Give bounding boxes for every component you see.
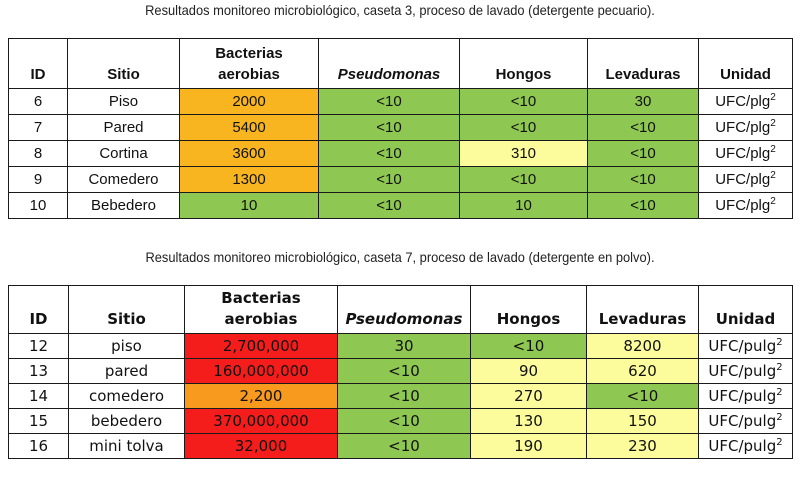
header-unidad: Unidad xyxy=(699,39,793,89)
cell-id: 14 xyxy=(9,384,69,409)
header-sitio: Sitio xyxy=(68,39,180,89)
header-bacterias: Bacterias xyxy=(221,289,301,307)
cell-sitio: bebedero xyxy=(69,409,185,434)
cell-hongos: <10 xyxy=(460,89,588,115)
unit-sup: 2 xyxy=(770,118,776,129)
table-caseta-3 xyxy=(8,38,793,219)
cell-sitio: pared xyxy=(69,359,185,384)
cell-pseudomonas: <10 xyxy=(319,115,460,141)
cell-levaduras: 620 xyxy=(587,359,699,384)
table-row xyxy=(9,409,793,434)
cell-pseudomonas: <10 xyxy=(338,384,471,409)
unit-base: UFC/pulg xyxy=(708,387,777,405)
header-bacterias-aerobias xyxy=(185,286,338,334)
cell-hongos: 270 xyxy=(471,384,587,409)
cell-levaduras: 230 xyxy=(587,434,699,459)
cell-sitio: mini tolva xyxy=(69,434,185,459)
cell-hongos: 190 xyxy=(471,434,587,459)
header-row xyxy=(9,286,793,334)
table2-caption: Resultados monitoreo microbiológico, caseta 7, proceso de lavado (detergente en polvo). xyxy=(145,249,655,265)
cell-unidad xyxy=(699,115,793,141)
header-pseudomonas: Pseudomonas xyxy=(338,286,471,334)
cell-id: 9 xyxy=(9,167,68,193)
cell-pseudomonas: <10 xyxy=(338,434,471,459)
header-id: ID xyxy=(9,39,68,89)
cell-unidad xyxy=(699,409,793,434)
cell-levaduras: <10 xyxy=(588,167,699,193)
unit-base: UFC/pulg xyxy=(708,362,777,380)
cell-pseudomonas: <10 xyxy=(319,89,460,115)
cell-unidad xyxy=(699,359,793,384)
unit-base: UFC/pulg xyxy=(708,337,777,355)
table-row xyxy=(9,193,793,219)
table-row xyxy=(9,115,793,141)
unit-sup: 2 xyxy=(776,337,783,348)
cell-unidad xyxy=(699,384,793,409)
header-aerobias: aerobias xyxy=(218,66,280,83)
header-id: ID xyxy=(9,286,69,334)
cell-id: 15 xyxy=(9,409,69,434)
cell-bacterias: 3600 xyxy=(180,141,319,167)
unit-base: UFC/pulg xyxy=(708,412,777,430)
cell-pseudomonas: <10 xyxy=(319,193,460,219)
cell-bacterias: 10 xyxy=(180,193,319,219)
cell-id: 13 xyxy=(9,359,69,384)
header-row xyxy=(9,39,793,89)
cell-hongos: 10 xyxy=(460,193,588,219)
cell-id: 16 xyxy=(9,434,69,459)
unit-sup: 2 xyxy=(776,412,783,423)
cell-pseudomonas: <10 xyxy=(319,167,460,193)
cell-sitio: Bebedero xyxy=(68,193,180,219)
cell-levaduras: 150 xyxy=(587,409,699,434)
unit-sup: 2 xyxy=(776,362,783,373)
cell-pseudomonas: 30 xyxy=(338,334,471,359)
table-row xyxy=(9,334,793,359)
table-row xyxy=(9,141,793,167)
unit-sup: 2 xyxy=(770,196,776,207)
unit-base: UFC/plg xyxy=(715,119,771,136)
cell-sitio: Piso xyxy=(68,89,180,115)
header-levaduras: Levaduras xyxy=(588,39,699,89)
cell-levaduras: 8200 xyxy=(587,334,699,359)
unit-sup: 2 xyxy=(770,170,776,181)
cell-hongos: <10 xyxy=(471,334,587,359)
cell-unidad xyxy=(699,334,793,359)
table-row xyxy=(9,359,793,384)
unit-sup: 2 xyxy=(770,144,776,155)
cell-hongos: 90 xyxy=(471,359,587,384)
unit-base: UFC/plg xyxy=(715,145,771,162)
cell-levaduras: <10 xyxy=(587,384,699,409)
cell-levaduras: <10 xyxy=(588,193,699,219)
cell-sitio: Cortina xyxy=(68,141,180,167)
cell-sitio: piso xyxy=(69,334,185,359)
header-pseudomonas: Pseudomonas xyxy=(319,39,460,89)
header-aerobias: aerobias xyxy=(224,310,298,328)
cell-levaduras: <10 xyxy=(588,141,699,167)
cell-sitio: Pared xyxy=(68,115,180,141)
cell-bacterias: 32,000 xyxy=(185,434,338,459)
cell-bacterias: 1300 xyxy=(180,167,319,193)
cell-pseudomonas: <10 xyxy=(338,359,471,384)
cell-unidad xyxy=(699,193,793,219)
cell-pseudomonas: <10 xyxy=(338,409,471,434)
header-hongos: Hongos xyxy=(471,286,587,334)
header-hongos: Hongos xyxy=(460,39,588,89)
cell-bacterias: 2,700,000 xyxy=(185,334,338,359)
unit-sup: 2 xyxy=(776,387,783,398)
unit-base: UFC/plg xyxy=(715,197,771,214)
cell-sitio: comedero xyxy=(69,384,185,409)
cell-unidad xyxy=(699,141,793,167)
cell-hongos: <10 xyxy=(460,115,588,141)
header-unidad: Unidad xyxy=(699,286,793,334)
table-row xyxy=(9,167,793,193)
cell-sitio: Comedero xyxy=(68,167,180,193)
table-caseta-7 xyxy=(8,285,793,459)
cell-hongos: 130 xyxy=(471,409,587,434)
header-bacterias: Bacterias xyxy=(215,45,283,62)
cell-bacterias: 5400 xyxy=(180,115,319,141)
cell-id: 12 xyxy=(9,334,69,359)
cell-id: 8 xyxy=(9,141,68,167)
cell-unidad xyxy=(699,434,793,459)
cell-bacterias: 2,200 xyxy=(185,384,338,409)
unit-base: UFC/plg xyxy=(715,171,771,188)
unit-base: UFC/plg xyxy=(715,93,771,110)
cell-id: 6 xyxy=(9,89,68,115)
table-row xyxy=(9,89,793,115)
header-levaduras: Levaduras xyxy=(587,286,699,334)
cell-bacterias: 2000 xyxy=(180,89,319,115)
cell-unidad xyxy=(699,167,793,193)
unit-sup: 2 xyxy=(770,92,776,103)
cell-unidad xyxy=(699,89,793,115)
unit-base: UFC/pulg xyxy=(708,437,777,455)
cell-hongos: <10 xyxy=(460,167,588,193)
cell-bacterias: 370,000,000 xyxy=(185,409,338,434)
table-row xyxy=(9,384,793,409)
cell-bacterias: 160,000,000 xyxy=(185,359,338,384)
header-sitio: Sitio xyxy=(69,286,185,334)
table1-caption: Resultados monitoreo microbiológico, caseta 3, proceso de lavado (detergente pecuario). xyxy=(145,2,655,18)
unit-sup: 2 xyxy=(776,437,783,448)
cell-id: 7 xyxy=(9,115,68,141)
cell-pseudomonas: <10 xyxy=(319,141,460,167)
table-row xyxy=(9,434,793,459)
cell-hongos: 310 xyxy=(460,141,588,167)
cell-levaduras: <10 xyxy=(588,115,699,141)
cell-id: 10 xyxy=(9,193,68,219)
header-bacterias-aerobias xyxy=(180,39,319,89)
cell-levaduras: 30 xyxy=(588,89,699,115)
